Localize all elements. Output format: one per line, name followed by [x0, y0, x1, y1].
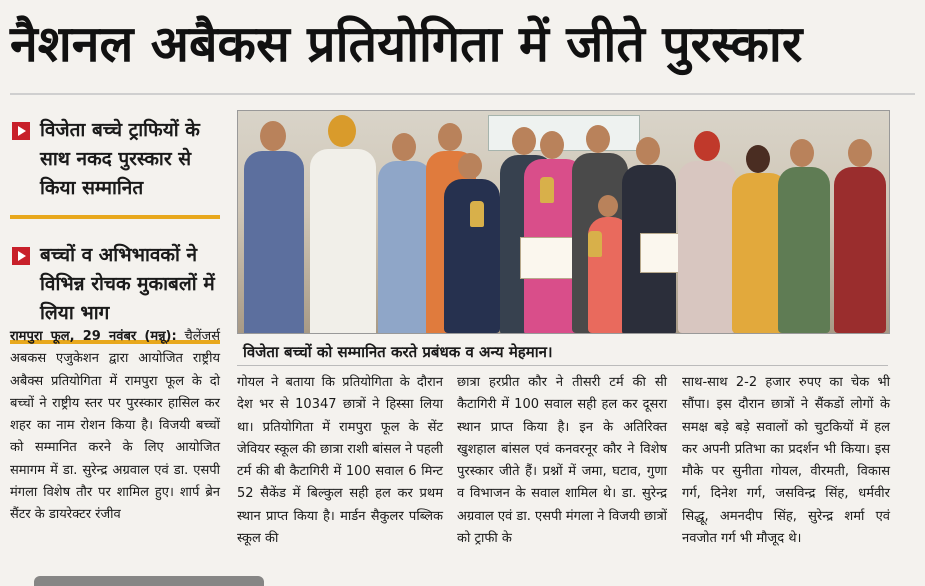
- dateline: रामपुरा फूल, 29 नवंबर (मन्नू):: [10, 329, 177, 344]
- trophy: [470, 201, 484, 227]
- highlights-box: [10, 108, 220, 358]
- photo-caption: विजेता बच्चों को सम्मानित करते प्रबंधक व अन्य मेहमान।: [237, 338, 888, 366]
- group-photo: [237, 110, 890, 334]
- red-triangle-marker-icon: [12, 122, 30, 140]
- article-text: गोयल ने बताया कि प्रतियोगिता के दौरान देश भर से 10347 छात्रों ने हिस्सा लिया था। प्रतियोगिता में रामपुरा फूल के सेंट जेवियर स्कूल की छात्रा राशी बांसल ने पहली टर्म की बी कैटागिरी में 100 सवाल 6 मिन्ट 52 सैकेंड में बिल्कुल सही हल कर प्रथम स्थान प्राप्त किया है। मार्डन सैकुलर पब्लिक स्कूल की: [237, 375, 443, 547]
- highlight-item: [10, 108, 220, 211]
- headline-divider: [10, 93, 915, 95]
- trophy: [588, 231, 602, 257]
- article-text: छात्रा हरप्रीत कौर ने तीसरी टर्म की सी कैटागिरी में 100 सवाल सही हल कर दूसरा स्थान प्राप्त किया है। इन के अतिरिक्त खुशहाल बांसल एवं कनवरनूर कौर ने विशेष पुरस्कार जीते हैं। प्रश्नों में जमा, घटाव, गुणा व विभाजन के सवाल शामिल थे। डा. सुरेन्द्र अग्रवाल एवं डा. एसपी मंगला ने विजयी छात्रों को ट्राफी के: [457, 375, 667, 547]
- certificate: [520, 237, 580, 279]
- headline: नैशनल अबैकस प्रतियोगिता में जीते पुरस्कार: [10, 15, 803, 73]
- overlay-bar: [34, 576, 264, 586]
- highlight-text: बच्चों व अभिभावकों ने विभिन्न रोचक मुकाबलों में लिया भाग: [40, 244, 215, 324]
- article-column-1: [10, 326, 220, 527]
- article-column-3: [457, 372, 667, 550]
- red-triangle-marker-icon: [12, 247, 30, 265]
- article-text: चैलेंजर्स अबकस एजुकेशन द्वारा आयोजित राष्ट्रीय अबैक्स प्रतियोगिता में रामपुरा फूल के दो बच्चों ने राष्ट्रीय स्तर पर पुरस्कार हासिल कर शहर का नाम रोशन किया है। विजयी बच्चों को सम्मानित करने के लिए आयोजित समागम में डा. सुरेन्द्र अग्रवाल एवं डा. एसपी मंगला विशेष तौर पर शामिल हुए। शार्प ब्रेन सैंटर के डायरेक्टर रंजीव: [10, 329, 220, 523]
- article-text: साथ-साथ 2-2 हजार रुपए का चेक भी सौंपा। इस दौरान छात्रों ने सैंकडों लोगों के समक्ष बड़े बड़े सवालों को चुटकियों में हल कर अपनी प्रतिभा का प्रदर्शन भी किया। इस मौके पर सुनीता गोयल, वीरमती, विकास गर्ग, दिनेश गर्ग, जसविन्द्र सिंह, धर्मवीर सिद्धू, अमनदीप सिंह, सुरेन्द्र शर्मा एवं नवजोत गर्ग भी मौजूद थे।: [682, 375, 890, 547]
- article-column-2: [237, 372, 443, 550]
- highlight-divider: [10, 215, 220, 219]
- highlight-text: विजेता बच्चे ट्राफियों के साथ नकद पुरस्कार से किया सम्मानित: [40, 119, 200, 199]
- article-column-4: [682, 372, 890, 550]
- highlight-item: [10, 233, 220, 336]
- trophy: [540, 177, 554, 203]
- backdrop-banner: [488, 115, 640, 151]
